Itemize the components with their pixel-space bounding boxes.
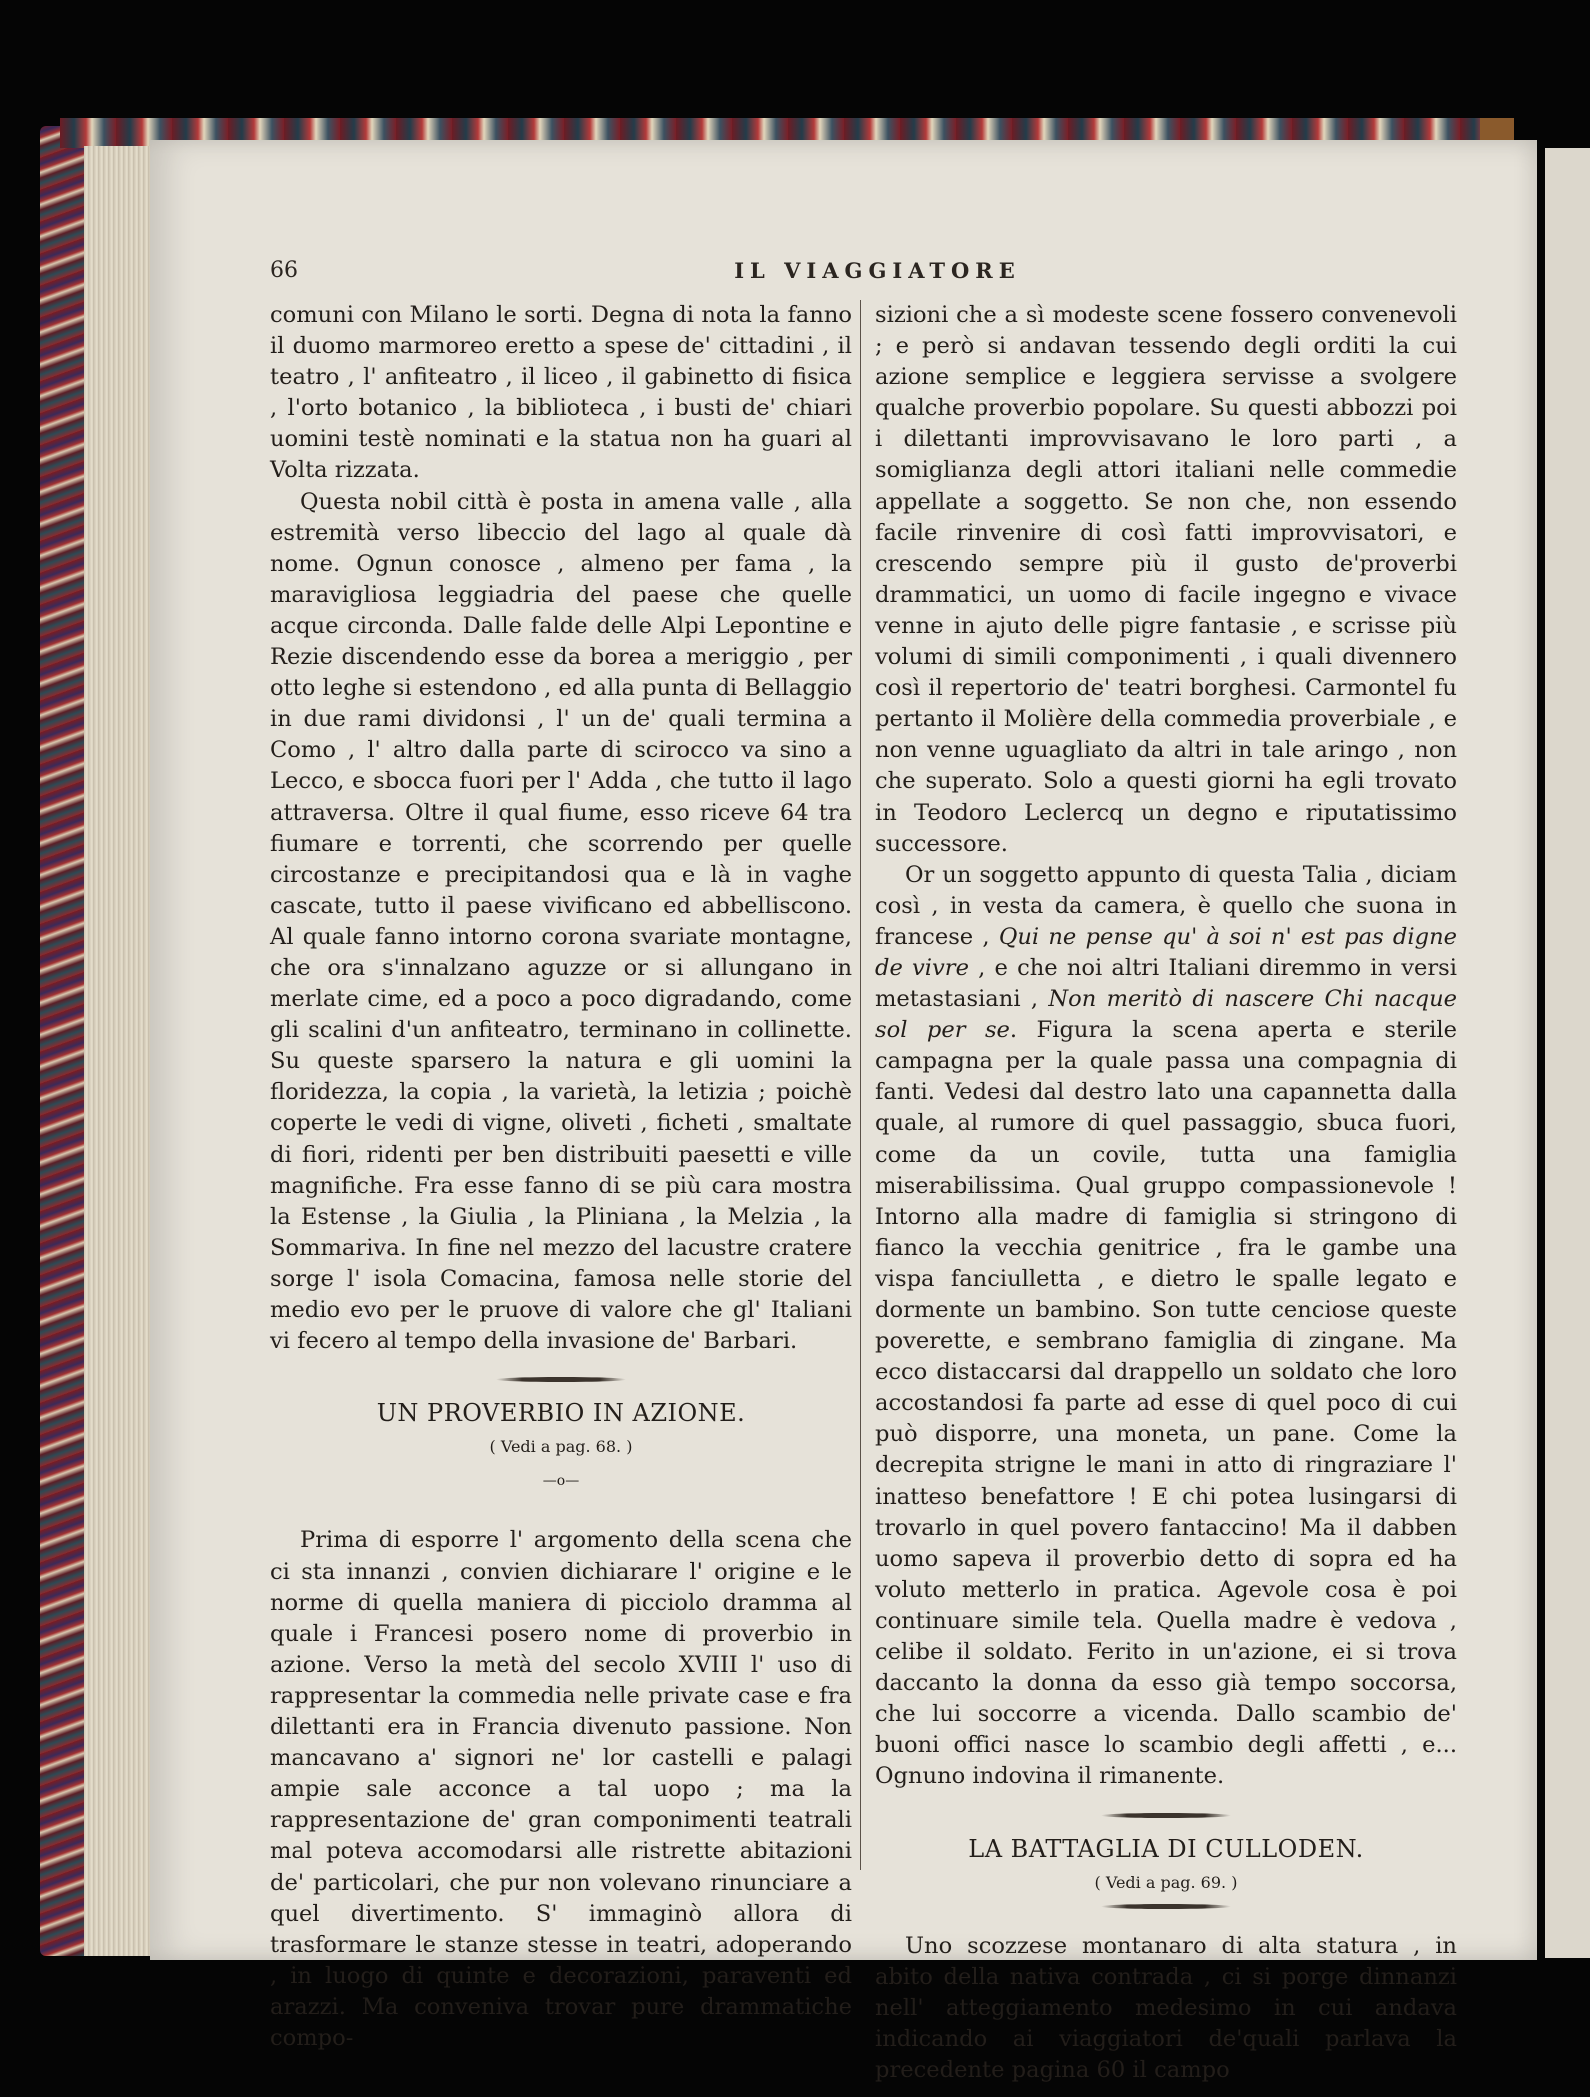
paragraph bbox=[875, 860, 1457, 1793]
column-rule bbox=[860, 300, 861, 1870]
section-divider bbox=[496, 1377, 626, 1382]
running-title: IL VIAGGIATORE bbox=[734, 258, 1021, 283]
page-reference: ( Vedi a pag. 69. ) bbox=[1094, 1872, 1238, 1892]
section-heading: UN PROVERBIO IN AZIONE. bbox=[376, 1399, 746, 1428]
paragraph: Prima di esporre l' argomento della scena che ci sta innanzi , convien dichiarare l' origine e le norme di quella maniera di picciolo dramma al quale i Francesi posero nome di proverbio in azione. Verso la metà del secolo XVIII l' uso di rappresentar la commedia nelle private case e fra dilettanti era in Francia divenuto passione. Non mancavano a' signori ne' lor castelli e palagi ampie sale acconce a tal uopo ; ma la rappresentazione de' gran componimenti teatrali mal poteva accomodarsi alle ristrette abitazioni de' particolari, che pur non volevano rinunciare a quel divertimento. S' immaginò allora di trasformare le stanze stesse in teatri, adoperando , in luogo di quinte e decorazioni, paraventi ed arazzi. Ma conveniva trovar pure drammatiche compo- bbox=[270, 1527, 852, 2051]
paragraph-text: , e che noi altri Italiani diremmo in versi metastasiani , bbox=[875, 954, 1457, 1013]
page-number: 66 bbox=[270, 258, 298, 283]
italic-proverb-french: Qui ne pense qu' à soi n' est pas digne de vivre bbox=[875, 923, 1457, 981]
paragraph-text: Or un soggetto appunto di questa Talia , diciam così , in vesta da camera, è quello che suona in francese , bbox=[875, 861, 1457, 950]
page-reference: ( Vedi a pag. 68. ) bbox=[489, 1437, 633, 1457]
paragraph: Uno scozzese montanaro di alta statura , in abito della nativa contrada , ci si porge dinnanzi nell' atteggiamento medesimo in cui andava indicando ai viaggiatori de'quali parlava la precedente pagina 60 il campo bbox=[875, 1932, 1457, 2084]
book-page bbox=[150, 140, 1537, 2084]
paragraph: Questa nobil città è posta in amena valle , alla estremità verso libeccio del lago al quale dà nome. Ognun conosce , almeno per fama , la maravigliosa leggiadria del paese che quelle acque circonda. Dalle falde delle Alpi Lepontine e Rezie discendendo esse da borea a meriggio , per otto leghe si estendono , ed alla punta di Bellaggio in due rami dividonsi , l' un de' quali termina a Como , l' altro dalla parte di scirocco va sino a Lecco, e sbocca fuori per l' Adda , che tutto il lago attraversa. Oltre il qual fiume, esso riceve 64 tra fiumare e torrenti, che scorrendo per quelle circostanze e precipitandosi qua e là in vaghe cascate, tutto il paese vivificano ed abbelliscono. Al quale fanno intorno corona svariate montagne, che ora s'innalzano aguzze or si allungano in merlate cime, ed a poco a poco digradando, come gli scalini d'un anfiteatro, terminano in collinette. Su queste sparsero la natura e gli uomini la floridezza, la copia , la varietà, la letizia ; poichè coperte le vedi di vigne, oliveti , ficheti , smaltate di fiori, ridenti per ben distribuiti paesetti e ville magnifiche. Fra esse fanno di se più cara mostra la Estense , la Giulia , la Pliniana , la Melzia , la Sommariva. In fine nel mezzo del lacustre cratere sorge l' isola Comacina, famosa nelle storie del medio evo per le pruove di valore che gl' Italiani vi fecero al tempo della invasione de' Barbari. bbox=[270, 488, 852, 1355]
paragraph-text: . Figura la scena aperta e sterile campagna per la quale passa una compagnia di fanti. Vedesi dal destro lato una capannetta dalla quale, al rumore di quel passaggio, sbuca fuori, come da un covile, tutta una famiglia miserabilissima. Qual gruppo compassionevole ! Intorno alla madre di famiglia si stringono di fianco la vecchia genitrice , fra le gambe una vispa fanciulletta , e dietro le spalle legato e dormente un bambino. Son tutte cenciose queste poverette, e sembrano famiglia di zingane. Ma ecco distaccarsi dal drappello un soldato che loro accostandosi fa parte ad esse di quel poco di cui può disporre, una moneta, un pane. Come la decrepita strigne le mani in atto di ringraziare l' inatteso benefattore ! E chi potea lusingarsi di trovarlo in quel povero fantaccino! Ma il dabben uomo sapeva il proverbio detto di sopra ed ha voluto metterlo in pratica. Agevole cosa è poi continuare simile tela. Quella madre è vedova , celibe il soldato. Ferito in un'azione, ei si trova daccanto la donna da esso già tempo soccorsa, che lui soccorre a vicenda. Dallo scambio de' buoni offici nasce lo scambio degli affetti , e... Ognuno indovina il rimanente. bbox=[875, 1017, 1457, 1790]
italic-proverb-italian: Non meritò di nascere Chi nacque sol per se bbox=[875, 986, 1457, 1044]
left-column bbox=[270, 300, 852, 2054]
right-column bbox=[875, 300, 1457, 2086]
section-divider bbox=[1101, 1813, 1231, 1818]
paragraph: comuni con Milano le sorti. Degna di nota la fanno il duomo marmoreo eretto a spese de' cittadini , il teatro , l' anfiteatro , il liceo , il gabinetto di fisica , l'orto botanico , la biblioteca , i busti de' chiari uomini testè nominati e la statua non ha guari al Volta rizzata. bbox=[270, 302, 852, 484]
facing-page-edge bbox=[1545, 148, 1590, 1958]
paragraph: sizioni che a sì modeste scene fossero convenevoli ; e però si andavan tessendo degli orditi la cui azione semplice e leggiera servisse a svolgere qualche proverbio popolare. Su questi abbozzi poi i dilettanti improvvisavano le loro parti , a somiglianza degli attori italiani nelle commedie appellate a soggetto. Se non che, non essendo facile rinvenire di così fatti improvvisatori, e crescendo sempre più il gusto de'proverbi drammatici, un uomo di facile ingegno e vivace venne in ajuto delle pigre fantasie , e scrisse più volumi di simili componimenti , i quali divennero così il repertorio de' teatri borghesi. Carmontel fu pertanto il Molière della commedia proverbiale , e non venne uguagliato da altri in tale aringo , non che superato. Solo a questi giorni ha egli trovato in Teodoro Leclercq un degno e riputatissimo successore. bbox=[875, 302, 1457, 857]
section-divider bbox=[1101, 1904, 1231, 1909]
running-head bbox=[270, 258, 1485, 298]
small-divider: —o— bbox=[542, 1473, 580, 1490]
section-heading: LA BATTAGLIA DI CULLODEN. bbox=[968, 1834, 1364, 1863]
